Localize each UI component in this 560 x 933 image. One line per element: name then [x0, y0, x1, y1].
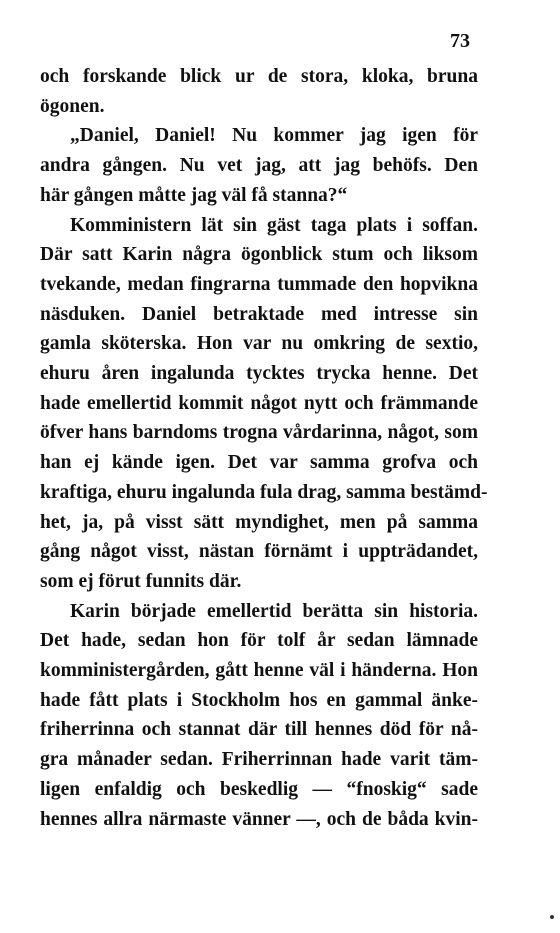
text-line: ligen enfaldig och beskedlig — “fnoskig“ sade: [40, 778, 478, 800]
margin-mark: [550, 915, 554, 919]
page-number: 73: [450, 30, 470, 52]
text-line: het, ja, på visst sätt myndighet, men på samma: [40, 511, 478, 533]
text-line: andra gången. Nu vet jag, att jag behöfs. Den: [40, 155, 478, 177]
text-line: ehuru åren ingalunda tycktes trycka henne. Det: [40, 363, 478, 385]
text-line: som ej förut funnits där.: [40, 570, 242, 592]
text-line: hade fått plats i Stockholm hos en gammal änke-: [40, 689, 478, 711]
text-line: näsduken. Daniel betraktade med intresse sin: [40, 303, 478, 325]
text-line: Där satt Karin några ögonblick stum och liksom: [40, 244, 478, 266]
text-line: Karin började emellertid berätta sin historia.: [70, 600, 478, 622]
text-line: hennes allra närmaste vänner —, och de båda kvin-: [40, 808, 478, 830]
text-line: han ej kände igen. Det var samma grofva och: [40, 452, 478, 474]
text-line: „Daniel, Daniel! Nu kommer jag igen för: [70, 125, 478, 147]
text-line: gra månader sedan. Friherrinnan hade varit täm-: [40, 749, 478, 771]
text-line: hade emellertid kommit något nytt och främmande: [40, 392, 478, 414]
text-line: här gången måtte jag väl få stanna?“: [40, 184, 348, 206]
text-line: gamla sköterska. Hon var nu omkring de sextio,: [40, 333, 478, 355]
body-text: [40, 62, 488, 834]
text-line: friherrinna och stannat där till hennes död för nå-: [40, 719, 478, 741]
text-line: kraftiga, ehuru ingalunda fula drag, samma bestämd-: [40, 481, 488, 503]
text-line: tvekande, medan fingrarna tummade den hopvikna: [40, 273, 478, 295]
text-line: komministergården, gått henne väl i händerna. Hon: [40, 660, 478, 682]
text-line: ögonen.: [40, 95, 105, 117]
text-line: Komministern lät sin gäst taga plats i soffan.: [70, 214, 478, 236]
text-line: Det hade, sedan hon för tolf år sedan lämnade: [40, 630, 478, 652]
text-line: och forskande blick ur de stora, kloka, bruna: [40, 66, 478, 87]
text-line: öfver hans barndoms trogna vårdarinna, något, som: [40, 422, 478, 444]
text-line: gång något visst, nästan förnämt i uppträdandet,: [40, 541, 478, 563]
